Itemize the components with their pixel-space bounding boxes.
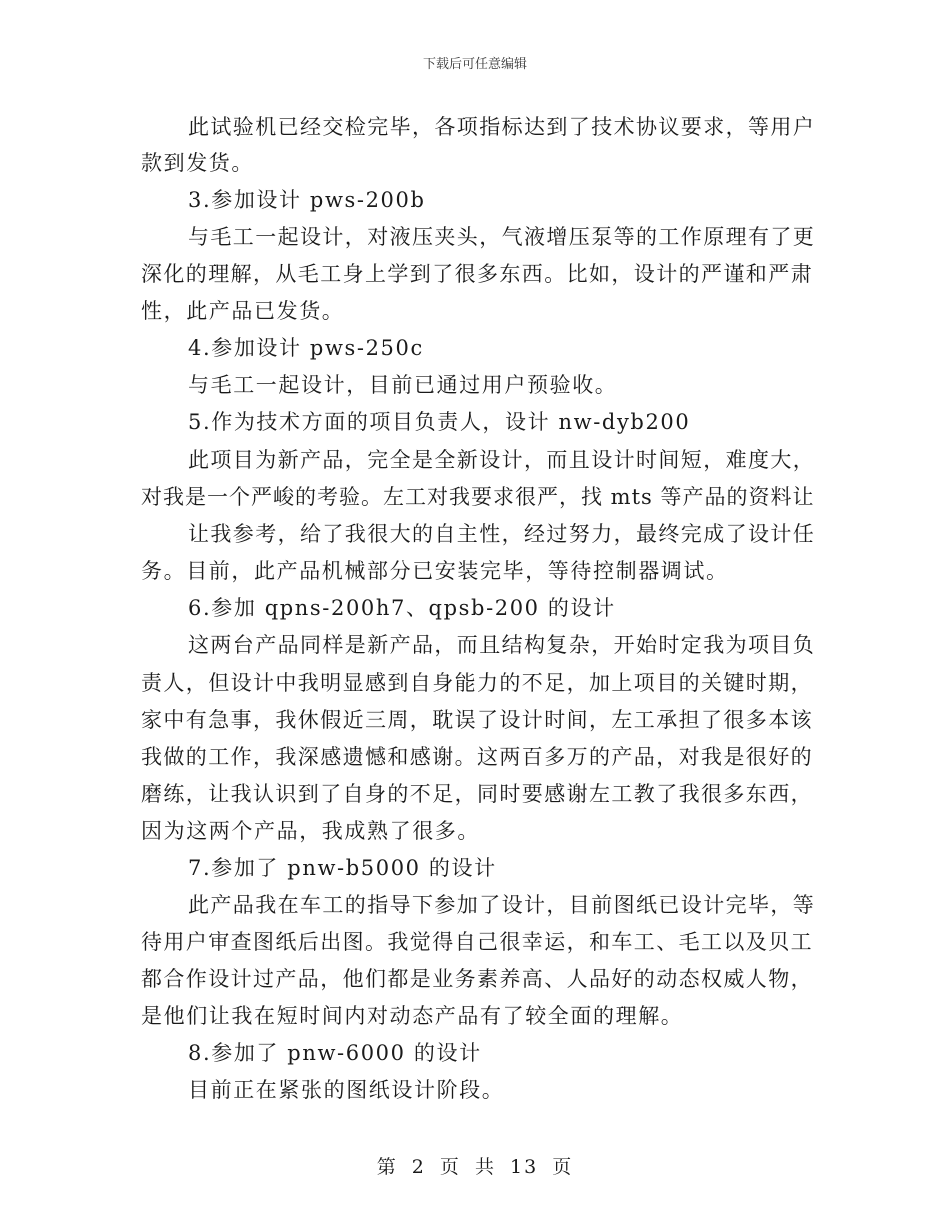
page-header: 下载后可任意编辑 xyxy=(422,57,527,72)
body-line: 8.参加了 pnw-6000 的设计 xyxy=(188,1041,482,1065)
body-line: 与毛工一起设计，目前已通过用户预验收。 xyxy=(188,373,618,397)
body-line: 3.参加设计 pws-200b xyxy=(188,188,426,212)
body-line: 是他们让我在短时间内对动态产品有了较全面的理解。 xyxy=(141,1004,684,1028)
body-line: 目前正在紧张的图纸设计阶段。 xyxy=(188,1078,505,1102)
body-line: 对我是一个严峻的考验。左工对我要求很严，找 mts 等产品的资料让 xyxy=(141,485,815,509)
body-line: 我做的工作，我深感遗憾和感谢。这两百多万的产品，对我是很好的 xyxy=(141,745,813,769)
body-line: 性，此产品已发货。 xyxy=(141,299,345,323)
page-footer: 第 2 页 共 13 页 xyxy=(376,1156,574,1178)
body-line: 家中有急事，我休假近三周，耽误了设计时间，左工承担了很多本该 xyxy=(141,708,813,732)
body-line: 这两台产品同样是新产品，而且结构复杂，开始时定我为项目负 xyxy=(188,633,816,657)
body-line: 与毛工一起设计，对液压夹头，气液增压泵等的工作原理有了更 xyxy=(188,225,816,249)
body-line: 深化的理解，从毛工身上学到了很多东西。比如，设计的严谨和严肃 xyxy=(141,262,813,286)
body-line: 此项目为新产品，完全是全新设计，而且设计时间短，难度大， xyxy=(188,448,816,472)
body-line: 让我参考，给了我很大的自主性，经过努力，最终完成了设计任 xyxy=(188,522,816,546)
body-line: 7.参加了 pnw-b5000 的设计 xyxy=(188,856,497,880)
body-line: 务。目前，此产品机械部分已安装完毕，等待控制器调试。 xyxy=(141,559,729,583)
body-line: 此试验机已经交检完毕，各项指标达到了技术协议要求，等用户 xyxy=(188,115,816,139)
body-line: 4.参加设计 pws-250c xyxy=(188,336,424,360)
body-line: 因为这两个产品，我成熟了很多。 xyxy=(141,819,480,843)
body-line: 此产品我在车工的指导下参加了设计，目前图纸已设计完毕，等 xyxy=(188,893,816,917)
body-line: 磨练，让我认识到了自身的不足，同时要感谢左工教了我很多东西， xyxy=(141,782,813,806)
body-line: 5.作为技术方面的项目负责人，设计 nw-dyb200 xyxy=(188,410,691,434)
body-line: 款到发货。 xyxy=(141,151,254,175)
body-line: 都合作设计过产品，他们都是业务素养高、人品好的动态权威人物， xyxy=(141,967,813,991)
body-line: 6.参加 qpns-200h7、qpsb-200 的设计 xyxy=(188,596,616,620)
body-line: 待用户审查图纸后出图。我觉得自己很幸运，和车工、毛工以及贝工 xyxy=(141,930,813,954)
body-line: 责人，但设计中我明显感到自身能力的不足，加上项目的关键时期， xyxy=(141,671,813,695)
